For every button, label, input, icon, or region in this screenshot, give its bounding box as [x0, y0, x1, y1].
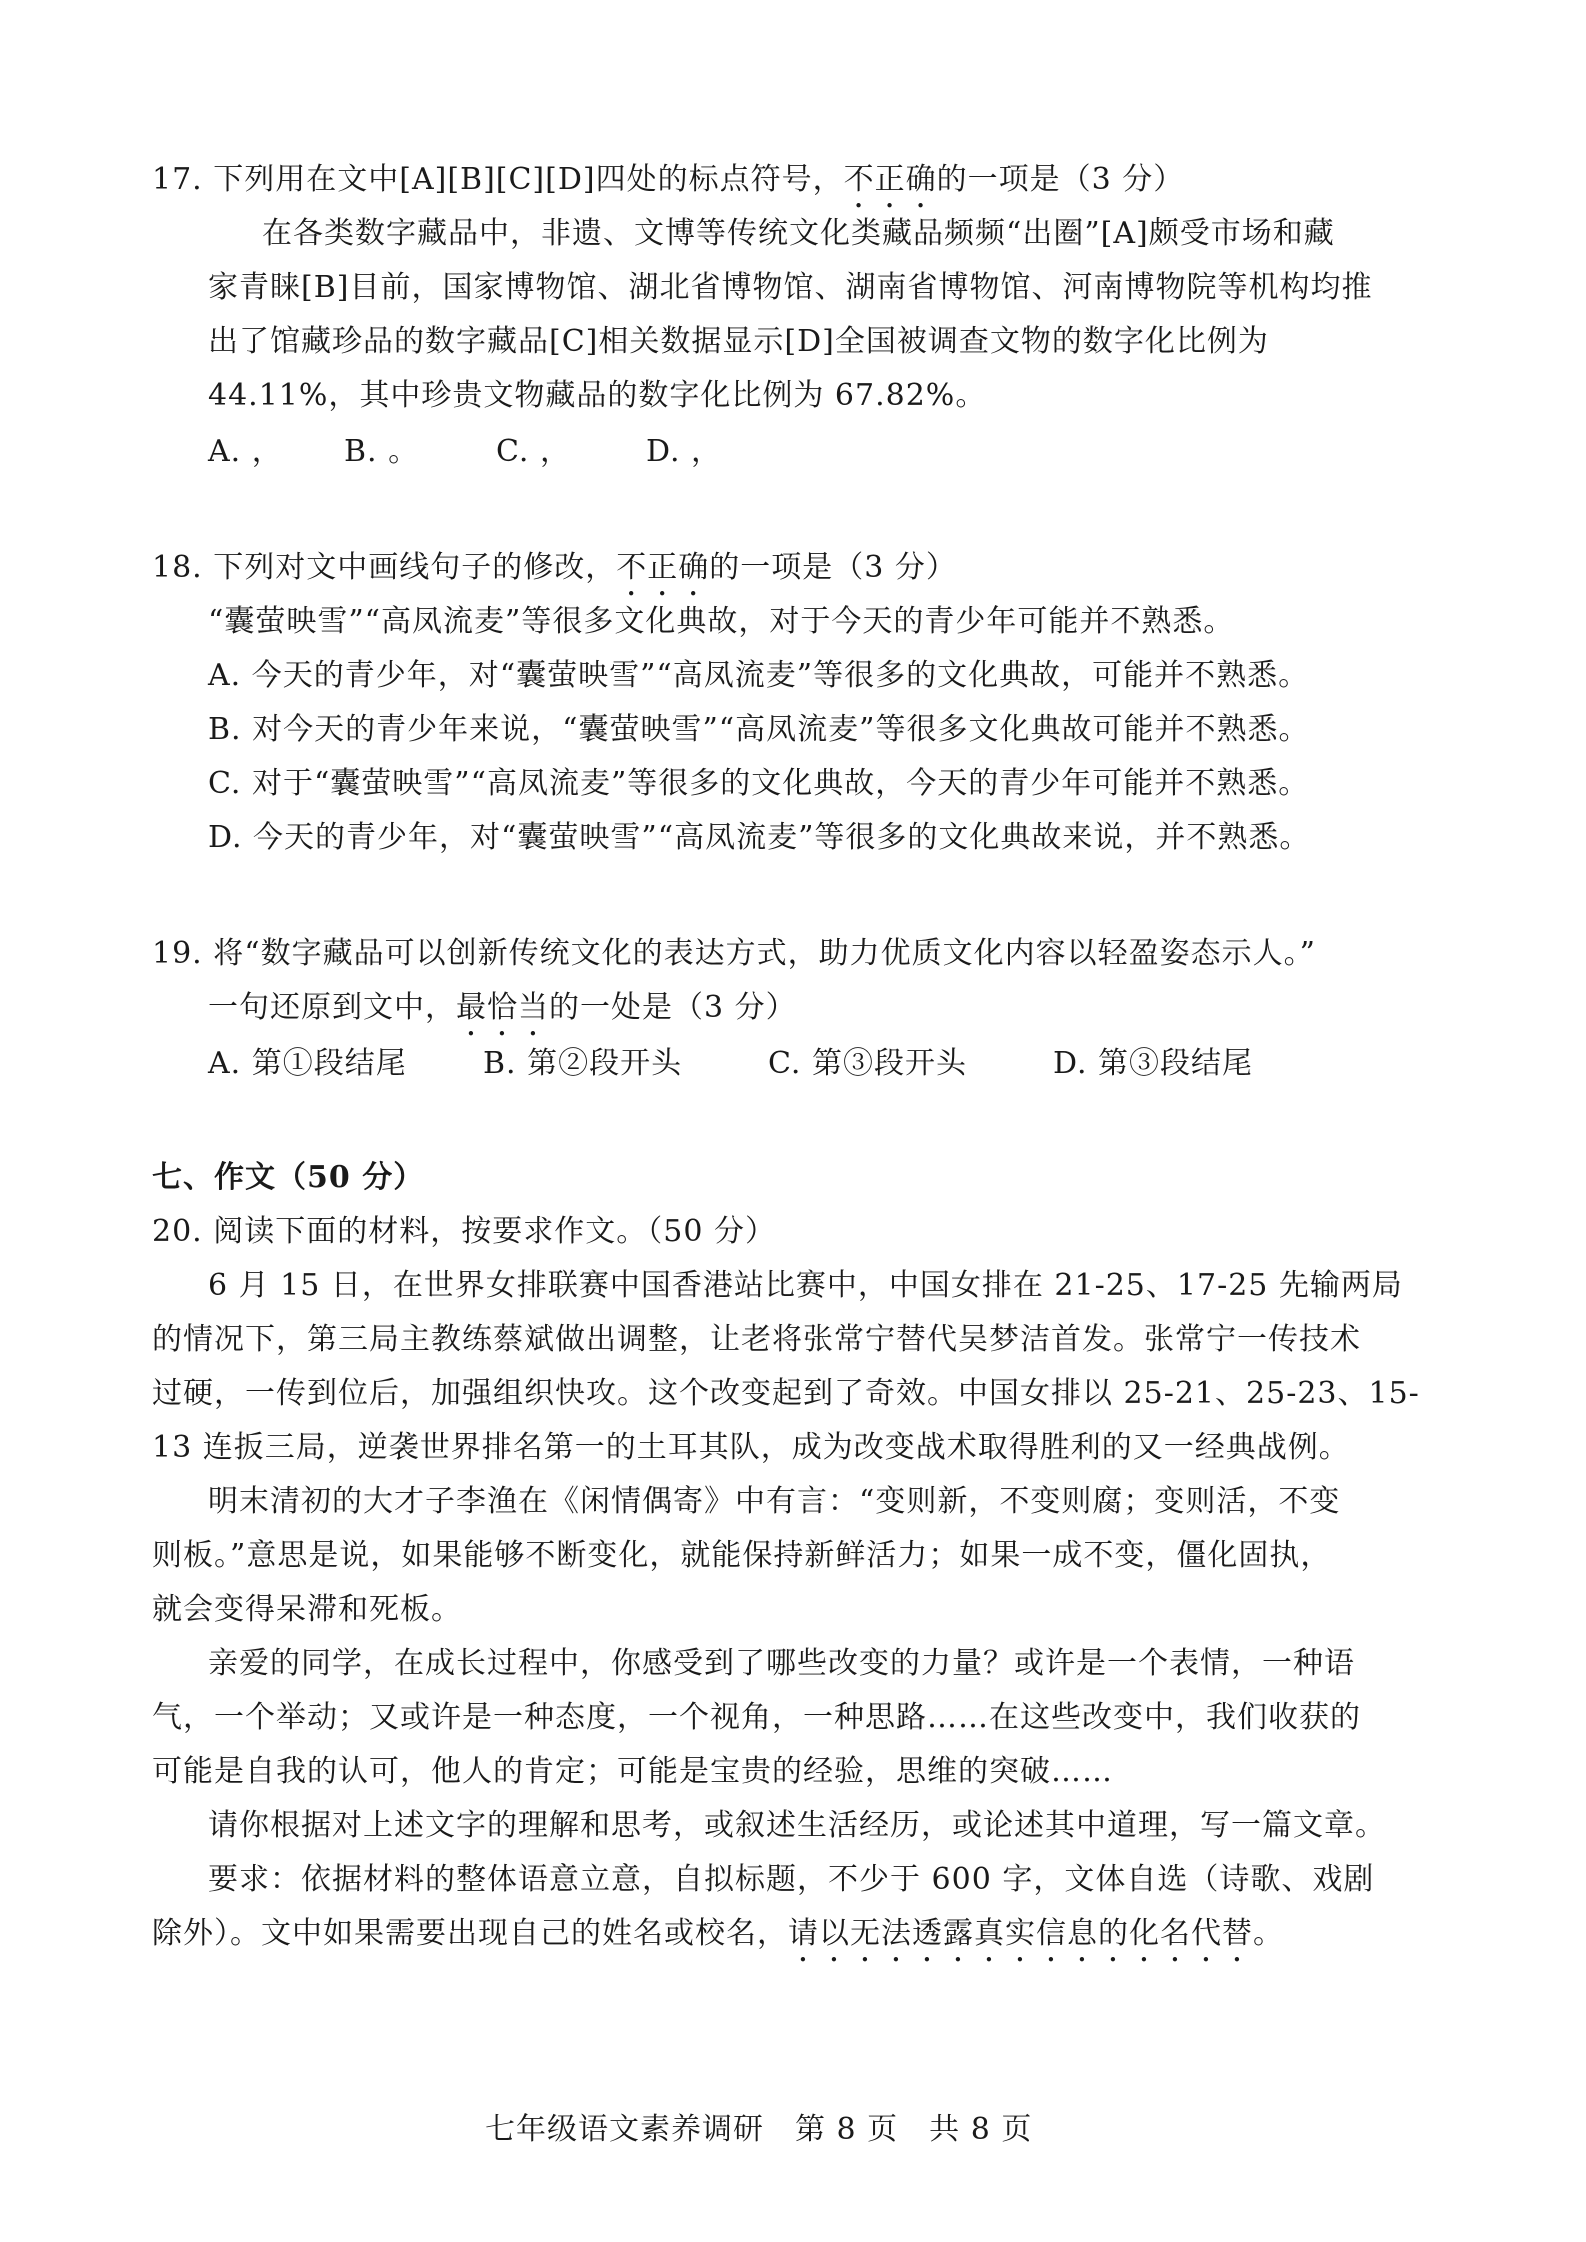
material-para1-line: 过硬，一传到位后，加强组织快攻。这个改变起到了奇效。中国女排以 25-21、25-23、15-: [152, 1376, 1420, 1411]
requirements-emphasis: 请以无法透露真实信息的化名代替: [788, 1916, 1253, 1951]
q17-passage-line: 出了馆藏珍品的数字藏品[C]相关数据显示[D]全国被调查文物的数字化比例为: [208, 324, 1269, 359]
material-para2-line: 明末清初的大才子李渔在《闲情偶寄》中有言：“变则新，不变则腐；变则活，不变: [208, 1484, 1341, 1519]
q19-stem-line2: [208, 990, 797, 1043]
q20-stem: 20. 阅读下面的材料，按要求作文。（50 分）: [152, 1214, 776, 1249]
q18-option-a: A. 今天的青少年，对“囊萤映雪”“高凤流麦”等很多的文化典故，可能并不熟悉。: [208, 658, 1310, 693]
q17-passage-line: 家青睐[B]目前，国家博物馆、湖北省博物馆、湖南省博物馆、河南博物院等机构均推: [208, 270, 1373, 305]
material-para1-line: 6 月 15 日，在世界女排联赛中国香港站比赛中，中国女排在 21-25、17-25 先输两局: [208, 1268, 1403, 1303]
q19-option-d: D. 第③段结尾: [1053, 1046, 1254, 1081]
material-para3-line: 气，一个举动；又或许是一种态度，一个视角，一种思路……在这些改变中，我们收获的: [152, 1700, 1361, 1735]
q17-options: [208, 434, 722, 470]
requirements-line2: [152, 1916, 1284, 1969]
q17-stem-part-a: 17. 下列用在文中[A][B][C][D]四处的标点符号，: [152, 162, 844, 197]
q18-option-c: C. 对于“囊萤映雪”“高凤流麦”等很多的文化典故，今天的青少年可能并不熟悉。: [208, 766, 1310, 801]
requirements-part-b: 。: [1253, 1916, 1284, 1951]
writing-prompt: 请你根据对上述文字的理解和思考，或叙述生活经历，或论述其中道理，写一篇文章。: [208, 1808, 1386, 1843]
material-para1-line: 的情况下，第三局主教练蔡斌做出调整，让老将张常宁替代吴梦洁首发。张常宁一传技术: [152, 1322, 1361, 1357]
q17-option-c: C. ，: [496, 434, 571, 469]
q17-stem-emphasis: 不正确: [843, 162, 937, 197]
q19-stem-line1: 19. 将“数字藏品可以创新传统文化的表达方式，助力优质文化内容以轻盈姿态示人。”: [152, 936, 1316, 971]
material-para2-line: 就会变得呆滞和死板。: [152, 1592, 462, 1627]
q17-option-d: D. ，: [646, 434, 723, 469]
material-para1-line: 13 连扳三局，逆袭世界排名第一的土耳其队，成为改变战术取得胜利的又一经典战例。: [152, 1430, 1350, 1465]
q17-option-b: B. 。: [344, 434, 420, 469]
section-heading: 七、作文（50 分）: [152, 1160, 425, 1195]
q19-option-b: B. 第②段开头: [483, 1046, 683, 1081]
material-para3-line: 亲爱的同学，在成长过程中，你感受到了哪些改变的力量？或许是一个表情，一种语: [208, 1646, 1355, 1681]
q17-option-a: A. ，: [208, 434, 283, 469]
q17-passage-line: 在各类数字藏品中，非遗、文博等传统文化类藏品频频“出圈”[A]颇受市场和藏: [262, 216, 1335, 251]
material-para2-line: 则板。”意思是说，如果能够不断变化，就能保持新鲜活力；如果一成不变，僵化固执，: [152, 1538, 1332, 1573]
requirements-line1: 要求：依据材料的整体语意立意，自拟标题，不少于 600 字，文体自选（诗歌、戏剧: [208, 1862, 1375, 1897]
q18-stem-emphasis: 不正确: [616, 550, 710, 585]
requirements-part-a: 除外）。文中如果需要出现自己的姓名或校名，: [152, 1916, 788, 1951]
q18-sentence: “囊萤映雪”“高凤流麦”等很多文化典故，对于今天的青少年可能并不熟悉。: [208, 604, 1235, 639]
q17-passage-line: 44.11%，其中珍贵文物藏品的数字化比例为 67.82%。: [208, 378, 987, 413]
q19-stem-part-b: 的一处是（3 分）: [549, 990, 797, 1025]
q17-stem-part-b: 的一项是（3 分）: [936, 162, 1185, 197]
q19-stem-emphasis: 最恰当: [456, 990, 549, 1025]
q18-option-b: B. 对今天的青少年来说，“囊萤映雪”“高凤流麦”等很多文化典故可能并不熟悉。: [208, 712, 1310, 747]
q18-stem-part-a: 18. 下列对文中画线句子的修改，: [152, 550, 617, 585]
q18-stem: [152, 550, 957, 603]
q17-stem: [152, 162, 1184, 215]
q18-option-d: D. 今天的青少年，对“囊萤映雪”“高凤流麦”等很多的文化典故来说，并不熟悉。: [208, 820, 1311, 855]
material-para3-line: 可能是自我的认可，他人的肯定；可能是宝贵的经验，思维的突破……: [152, 1754, 1113, 1789]
page-footer: 七年级语文素养调研 第 8 页 共 8 页: [485, 2112, 1033, 2147]
q19-option-a: A. 第①段结尾: [208, 1046, 407, 1081]
q19-options: [208, 1046, 1253, 1082]
q19-stem-part-a: 一句还原到文中，: [208, 990, 456, 1025]
q19-option-c: C. 第③段开头: [768, 1046, 967, 1081]
q18-stem-part-b: 的一项是（3 分）: [709, 550, 957, 585]
